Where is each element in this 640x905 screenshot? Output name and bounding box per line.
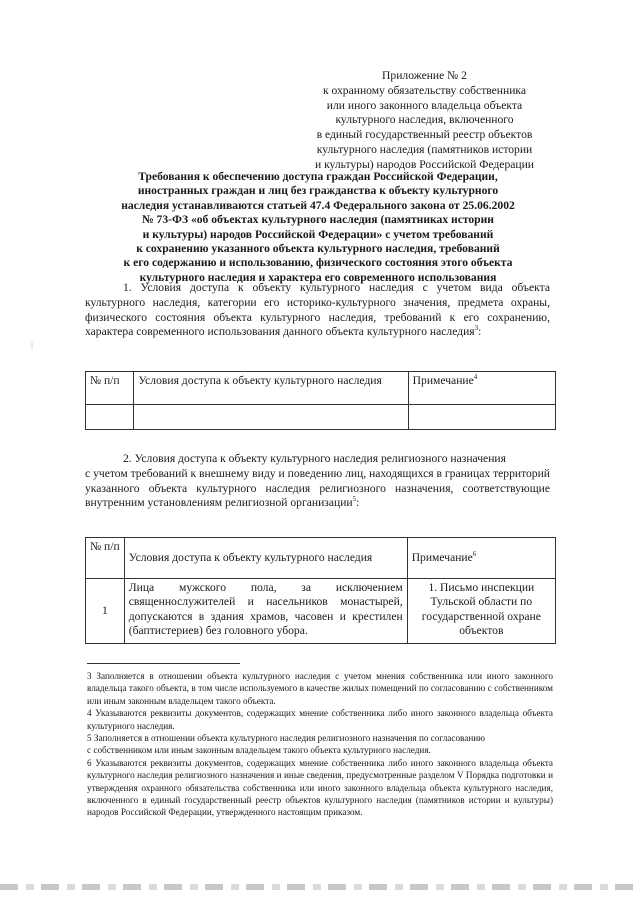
empty-cell xyxy=(408,405,555,430)
appendix-line: в единый государственный реестр объектов xyxy=(316,128,533,142)
heading-line: и культуры) народов Российской Федерации» с учетом требований xyxy=(142,227,494,241)
footnote-ref-4: 4 xyxy=(473,373,478,382)
heading-line: к его содержанию и использованию, физического состояния этого объекта xyxy=(123,256,513,270)
row-number: 1 xyxy=(86,579,125,644)
appendix-line: к охранному обязательству собственника xyxy=(322,83,527,97)
appendix-line: и культуры) народов Российской Федерации xyxy=(314,157,534,171)
footnote-5: 5 Заполняется в отношении объекта культурного наследия религиозного назначения по согласованию xyxy=(87,733,486,744)
header-number: № п/п xyxy=(86,372,134,405)
row-condition: Лица мужского пола, за исключением священнослужителей и насельников монастырей, допускаются в здания храмов, часовен и крестилен (баптистериев) без головного убора. xyxy=(124,579,407,644)
row-note: 1. Письмо инспекции Тульской области по государственной охране объектов xyxy=(407,579,555,644)
footnote-divider xyxy=(87,663,240,664)
requirements-heading xyxy=(78,170,558,285)
section-1-text: 1. Условия доступа к объекту культурного наследия с учетом вида объекта культурного наследия, категории его историко-культурного значения, предмета охраны, физического состояния объекта культурного наследия, требований к его сохранению, характера современного использования данного объекта культурного наследия$^3$: xyxy=(85,281,550,339)
footnote-ref-3: 3 xyxy=(474,324,479,333)
appendix-line: культурного наследия, включенного xyxy=(335,113,514,127)
appendix-header xyxy=(282,69,567,173)
footnote-3: 3 Заполняется в отношении объекта культурного наследия с учетом мнения собственника или иного законного владельца такого объекта, в том числе используемого в качестве жилых помещений по согласованию с собственником или иным законным владельцем такого объекта. xyxy=(87,671,553,706)
header-note xyxy=(408,372,555,405)
section-2-body: с учетом требований к внешнему виду и поведению лиц, находящихся в границах территорий указанного объекта культурного наследия религиозного назначения, соответствующие внутренним установлениям религиозной организации xyxy=(85,466,550,510)
header-number: № п/п xyxy=(86,538,125,579)
section-2-table xyxy=(85,537,556,644)
heading-line: иностранных граждан и лиц без гражданства к объекту культурного xyxy=(137,184,499,198)
section-2-first-line: 2. Условия доступа к объекту культурного наследия религиозного назначения xyxy=(123,452,506,465)
heading-line: к сохранению указанного объекта культурного наследия, требований xyxy=(136,242,500,256)
empty-cell xyxy=(134,405,408,430)
header-conditions: Условия доступа к объекту культурного наследия xyxy=(134,372,408,405)
appendix-line: культурного наследия (памятников истории xyxy=(316,142,533,156)
header-note-label: Примечание xyxy=(412,374,474,387)
empty-cell xyxy=(86,405,134,430)
section-2-text: 2. Условия доступа к объекту культурного наследия религиозного назначения с учетом требований к внешнему виду и поведению лиц, находящихся в границах территорий указанного объекта культурного наследия религиозного назначения, соответствующие внутренним установлениям религиозной организации$^5$: xyxy=(85,452,550,510)
table-row xyxy=(86,405,556,430)
table-row xyxy=(86,579,556,644)
footnote-6: 6 Указываются реквизиты документов, содержащих мнение собственника либо иного законного владельца объекта культурного наследия религиозного назначения и иные сведения, предусмотренные разделом V Порядка подготовки и утверждения охранного обязательства собственника или иного законного владельца объекта культурного наследия, включенного в единый государственный реестр объектов культурного наследия (памятников истории и культуры) народов Российской Федерации, утвержденного настоящим приказом. xyxy=(87,757,553,818)
footnotes xyxy=(87,670,553,819)
footnote-ref-5: 5 xyxy=(352,495,357,504)
heading-line: Требования к обеспечению доступа граждан Российской Федерации, xyxy=(138,170,498,183)
section-1-table xyxy=(85,371,556,430)
heading-line: культурного наследия и характера его современного использования xyxy=(139,270,497,284)
heading-line: наследия устанавливаются статьей 47.4 Федерального закона от 25.06.2002 xyxy=(121,198,515,212)
scan-mark: ⋮ xyxy=(28,341,36,350)
appendix-line: или иного законного владельца объекта xyxy=(326,98,523,112)
section-1-body: 1. Условия доступа к объекту культурного наследия с учетом вида объекта культурного наследия, категории его историко-культурного значения, предмета охраны, физического состояния объекта культурного наследия, требований к его сохранению, характера современного использования данного объекта культурного наследия xyxy=(85,281,550,339)
scan-edge-artifact xyxy=(0,884,640,890)
header-note-label: Примечание xyxy=(411,550,473,564)
footnote-5-cont: с собственником или иным законным владельцем такого объекта культурного наследия. xyxy=(87,745,431,756)
appendix-title: Приложение № 2 xyxy=(382,69,467,82)
footnote-ref-6: 6 xyxy=(472,549,477,558)
header-conditions: Условия доступа к объекту культурного наследия xyxy=(124,538,407,579)
header-note xyxy=(407,538,555,579)
footnote-4: 4 Указываются реквизиты документов, содержащих мнение собственника либо иного законного владельца объекта культурного наследия. xyxy=(87,708,553,731)
heading-line: № 73-ФЗ «об объектах культурного наследия (памятниках истории xyxy=(141,213,494,227)
